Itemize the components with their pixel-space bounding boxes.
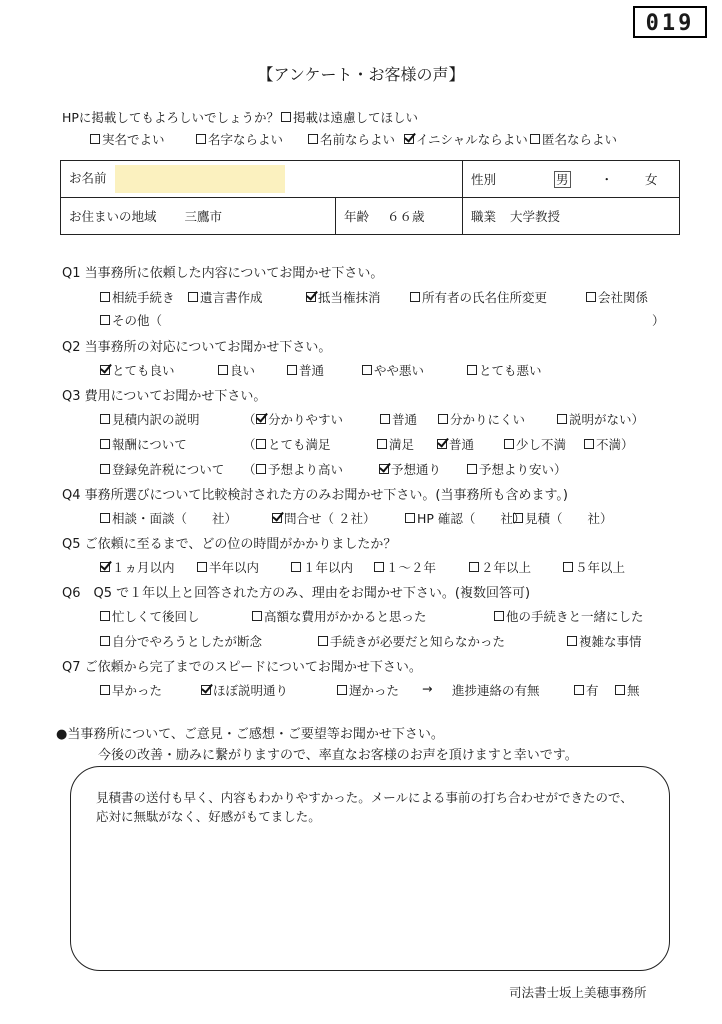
q3-row-2-label[interactable] [100,460,224,478]
publish-label-3: イニシャルならよい [416,132,528,147]
gender-female[interactable]: 女 [644,172,658,187]
q3-row-0-option-label-3: 説明がない） [569,412,645,427]
q7-checkbox-0[interactable] [100,685,110,695]
q2-option-4[interactable] [467,361,542,379]
q7-checkbox-2[interactable] [337,685,347,695]
q1-checkbox-0[interactable] [100,292,110,302]
q1-other-checkbox[interactable] [100,315,110,325]
publish-decline-label: 掲載は遠慮してほしい [292,110,418,125]
q4-checkbox-1[interactable] [272,513,282,523]
q7-option-2[interactable] [337,681,399,699]
q4-checkbox-0[interactable] [100,513,110,523]
q3-row-1-option-label-4: 不満） [596,437,634,452]
q1-option-3[interactable] [410,288,547,306]
q3-row-0-option-checkbox-1[interactable] [380,414,390,424]
q5-text: Q5 ご依頼に至るまで、どの位の時間がかかりましたか？ [62,537,397,552]
q1-label-2: 抵当権抹消 [318,290,381,305]
q3-row-2-paren: （ [243,462,256,477]
q5-checkbox-1[interactable] [197,562,207,572]
q1-label-4: 会社関係 [598,290,649,305]
q7-text: Q7 ご依頼から完了までのスピードについてお聞かせ下さい。 [62,660,422,675]
publish-label-4: 匿名ならよい [542,132,618,147]
q3-row-2-option-2[interactable] [467,460,567,478]
page-title: 【アンケート・お客様の声】 [257,65,465,84]
q4-label-2: HP 確認（ 社） [417,511,526,526]
publish-label-2: 名前ならよい [320,132,396,147]
q1-label-3: 所有者の氏名住所変更 [422,290,548,305]
q3-row-0-option-label-1: 普通 [392,412,418,427]
q7-label-0: 早かった [112,683,163,698]
q1-option-0[interactable] [100,288,175,306]
q6-checkbox-2[interactable] [494,611,504,621]
q4-option-1[interactable] [272,509,375,527]
q5-option-5[interactable] [563,558,625,576]
q3-row-1-checkbox[interactable] [100,439,110,449]
q7-no-label: 無 [627,683,640,698]
publish-option-4[interactable] [530,130,617,148]
q2-text: Q2 当事務所の対応についてお聞かせ下さい。 [62,340,332,355]
q2-checkbox-1[interactable] [218,365,228,375]
publish-checkbox-3[interactable] [404,134,414,144]
q2-checkbox-4[interactable] [467,365,477,375]
feedback-line-1: 見積書の送付も早く、内容もわかりやすかった。メールによる事前の打ち合わせができたので、 [96,790,633,805]
q3-row-1-option-checkbox-3[interactable] [504,439,514,449]
q4-option-2[interactable] [405,509,525,527]
q3-row-2-option-1[interactable] [379,460,441,478]
q5-label-4: ２年以上 [481,560,532,575]
footer-office-name: 司法書士坂上美穂事務所 [509,985,647,1000]
q3-row-1-option-label-2: 普通 [449,437,475,452]
q3-row-0-paren: （ [243,412,256,427]
q7-yes-option[interactable] [574,681,599,699]
publish-option-0[interactable] [90,130,165,148]
q4-checkbox-2[interactable] [405,513,415,523]
q2-label-2: 普通 [299,363,325,378]
q2-label-4: とても悪い [479,363,542,378]
q6-option-0[interactable] [100,607,200,625]
publish-option-2[interactable] [308,130,395,148]
publish-checkbox-0[interactable] [90,134,100,144]
q3-row-1-option-checkbox-0[interactable] [256,439,266,449]
q1-label-1: 遺言書作成 [200,290,263,305]
q2-option-3[interactable] [362,361,424,379]
q2-label-3: やや悪い [374,363,425,378]
gender-dot: ・ [600,172,613,187]
q7-label-2: 遅かった [349,683,400,698]
publish-label-0: 実名でよい [102,132,165,147]
q6b-label-1: 手続きが必要だと知らなかった [330,634,506,649]
q3-row-2-option-checkbox-1[interactable] [379,464,389,474]
q1-other-close: ） [652,313,665,328]
q4-label-1: 問合せ（ ２社） [284,511,376,526]
q2-checkbox-2[interactable] [287,365,297,375]
q4-option-0[interactable] [100,509,237,527]
q5-checkbox-5[interactable] [563,562,573,572]
q6b-option-1[interactable] [318,632,505,650]
q2-label-0: とても良い [112,363,175,378]
q3-row-2-option-label-1: 予想通り [391,462,442,477]
q3-row-1-option-3[interactable] [504,435,566,453]
q6b-option-2[interactable] [567,632,642,650]
q6b-checkbox-0[interactable] [100,636,110,646]
publish-checkbox-1[interactable] [196,134,206,144]
q1-other-label: その他（ [112,313,163,328]
q3-row-1-text: 報酬について [112,437,187,452]
q4-option-3[interactable] [513,509,613,527]
q6b-checkbox-1[interactable] [318,636,328,646]
feedback-subheading: 今後の改善・励みに繋がりますので、率直なお客様のお声を頂けますと幸いです。 [98,748,578,763]
q3-row-2-option-0[interactable] [256,460,343,478]
q6b-checkbox-2[interactable] [567,636,577,646]
q5-checkbox-0[interactable] [100,562,110,572]
q1-option-1[interactable] [188,288,263,306]
q6b-label-2: 複雑な事情 [579,634,642,649]
publish-question: HPに掲載してもよろしいでしょうか？ [62,110,279,125]
q1-checkbox-2[interactable] [306,292,316,302]
q7-progress-label: 進捗連絡の有無 [452,683,540,698]
q5-option-4[interactable] [469,558,531,576]
q5-label-2: １年以内 [303,560,354,575]
q5-checkbox-3[interactable] [374,562,384,572]
q7-label-1: ほぼ説明通り [213,683,289,698]
q6-checkbox-0[interactable] [100,611,110,621]
q3-row-1-option-0[interactable] [256,435,331,453]
q3-row-0-text: 見積内訳の説明 [112,412,200,427]
q7-checkbox-1[interactable] [201,685,211,695]
q4-label-3: 見積（ 社） [525,511,613,526]
redacted-name-highlight [115,165,285,193]
q3-row-1-option-checkbox-2[interactable] [437,439,447,449]
q5-option-0[interactable] [100,558,175,576]
age-value: ６６歳 [386,209,425,224]
q6-text: Q6 Q5 で１年以上と回答された方のみ、理由をお聞かせ下さい。(複数回答可) [62,586,531,601]
q3-row-1-option-label-3: 少し不満 [516,437,567,452]
q7-yes-label: 有 [586,683,599,698]
q5-option-1[interactable] [197,558,259,576]
q1-checkbox-3[interactable] [410,292,420,302]
gender-label: 性別 [471,172,497,187]
q3-row-1-option-1[interactable] [377,435,414,453]
q3-row-1-option-label-0: とても満足 [268,437,331,452]
publish-checkbox-2[interactable] [308,134,318,144]
q5-label-5: ５年以上 [575,560,626,575]
q7-arrow: → [422,681,433,696]
age-label: 年齢 [344,209,370,224]
q7-no-checkbox[interactable] [615,685,625,695]
q3-row-2-option-checkbox-2[interactable] [467,464,477,474]
feedback-line-2: 応対に無駄がなく、好感がもてました。 [96,809,321,824]
q5-label-0: １ヵ月以内 [112,560,175,575]
job-value: 大学教授 [509,209,560,224]
q6-label-2: 他の手続きと一緒にした [506,609,644,624]
q3-row-0-option-label-2: 分かりにくい [450,412,526,427]
q3-row-0-checkbox[interactable] [100,414,110,424]
q3-row-0-option-label-0: 分かりやすい [268,412,344,427]
q5-label-3: １～２年 [386,560,437,575]
q7-no-option[interactable] [615,681,640,699]
q2-option-0[interactable] [100,361,175,379]
q3-row-2-text: 登録免許税について [112,462,225,477]
q3-text: Q3 費用についてお聞かせ下さい。 [62,389,267,404]
job-cell [463,198,680,235]
q1-label-0: 相続手続き [112,290,175,305]
job-label: 職業 [471,209,497,224]
q3-row-1-option-label-1: 満足 [389,437,415,452]
publish-option-3[interactable] [404,130,528,148]
q6-option-2[interactable] [494,607,644,625]
document-number: 019 [633,6,707,38]
q5-label-1: 半年以内 [209,560,260,575]
q3-row-0-option-3[interactable] [557,410,644,428]
q7-yes-checkbox[interactable] [574,685,584,695]
q1-option-4[interactable] [586,288,648,306]
q3-row-2-option-checkbox-0[interactable] [256,464,266,474]
q2-checkbox-0[interactable] [100,365,110,375]
q6b-option-0[interactable] [100,632,262,650]
q3-row-0-label[interactable] [100,410,200,428]
q3-row-1-option-2[interactable] [437,435,474,453]
q2-option-1[interactable] [218,361,255,379]
name-label: お名前 [69,170,107,186]
q3-row-2-checkbox[interactable] [100,464,110,474]
q7-option-0[interactable] [100,681,162,699]
q5-checkbox-2[interactable] [291,562,301,572]
feedback-heading: ●当事務所について、ご意見・ご感想・ご要望等お聞かせ下さい。 [56,727,444,742]
area-label: お住まいの地域 [69,209,157,224]
q3-row-0-option-1[interactable] [380,410,417,428]
q3-row-1-label[interactable] [100,435,187,453]
q2-option-2[interactable] [287,361,324,379]
q1-checkbox-4[interactable] [586,292,596,302]
q6-label-0: 忙しくて後回し [112,609,200,624]
q3-row-1-option-checkbox-1[interactable] [377,439,387,449]
q3-row-1-paren: （ [243,437,256,452]
q3-row-0-option-0[interactable] [256,410,343,428]
publish-option-1[interactable] [196,130,283,148]
q6-checkbox-1[interactable] [252,611,262,621]
q4-text: Q4 事務所選びについて比較検討された方のみお聞かせ下さい。(当事務所も含めます。) [62,488,568,503]
q6b-label-0: 自分でやろうとしたが断念 [112,634,263,649]
area-cell [61,198,336,235]
q6-label-1: 高額な費用がかかると思った [264,609,427,624]
customer-info-table [60,160,680,235]
q1-other-row [100,311,162,329]
name-cell [61,161,463,198]
q5-checkbox-4[interactable] [469,562,479,572]
publish-checkbox-4[interactable] [530,134,540,144]
q3-row-2-option-label-0: 予想より高い [268,462,344,477]
q3-row-1-option-4[interactable] [584,435,634,453]
q3-row-0-option-checkbox-3[interactable] [557,414,567,424]
publish-question-row [62,108,418,126]
q3-row-1-option-checkbox-4[interactable] [584,439,594,449]
area-value: 三鷹市 [184,209,222,224]
q2-label-1: 良い [230,363,256,378]
q1-checkbox-1[interactable] [188,292,198,302]
q7-option-1[interactable] [201,681,288,699]
q5-option-2[interactable] [291,558,353,576]
q4-label-0: 相談・面談（ 社） [112,511,238,526]
q1-option-2[interactable] [306,288,381,306]
q5-option-3[interactable] [374,558,436,576]
q2-checkbox-3[interactable] [362,365,372,375]
q4-checkbox-3[interactable] [513,513,523,523]
q1-text: Q1 当事務所に依頼した内容についてお聞かせ下さい。 [62,266,384,281]
q3-row-0-option-2[interactable] [438,410,525,428]
q3-row-0-option-checkbox-0[interactable] [256,414,266,424]
age-cell [336,198,463,235]
q3-row-2-option-label-2: 予想より安い） [479,462,567,477]
q6-option-1[interactable] [252,607,427,625]
q3-row-0-option-checkbox-2[interactable] [438,414,448,424]
gender-male[interactable]: 男 [555,172,569,187]
publish-decline-checkbox[interactable] [281,112,291,122]
publish-label-1: 名字ならよい [208,132,284,147]
gender-cell [463,161,680,198]
